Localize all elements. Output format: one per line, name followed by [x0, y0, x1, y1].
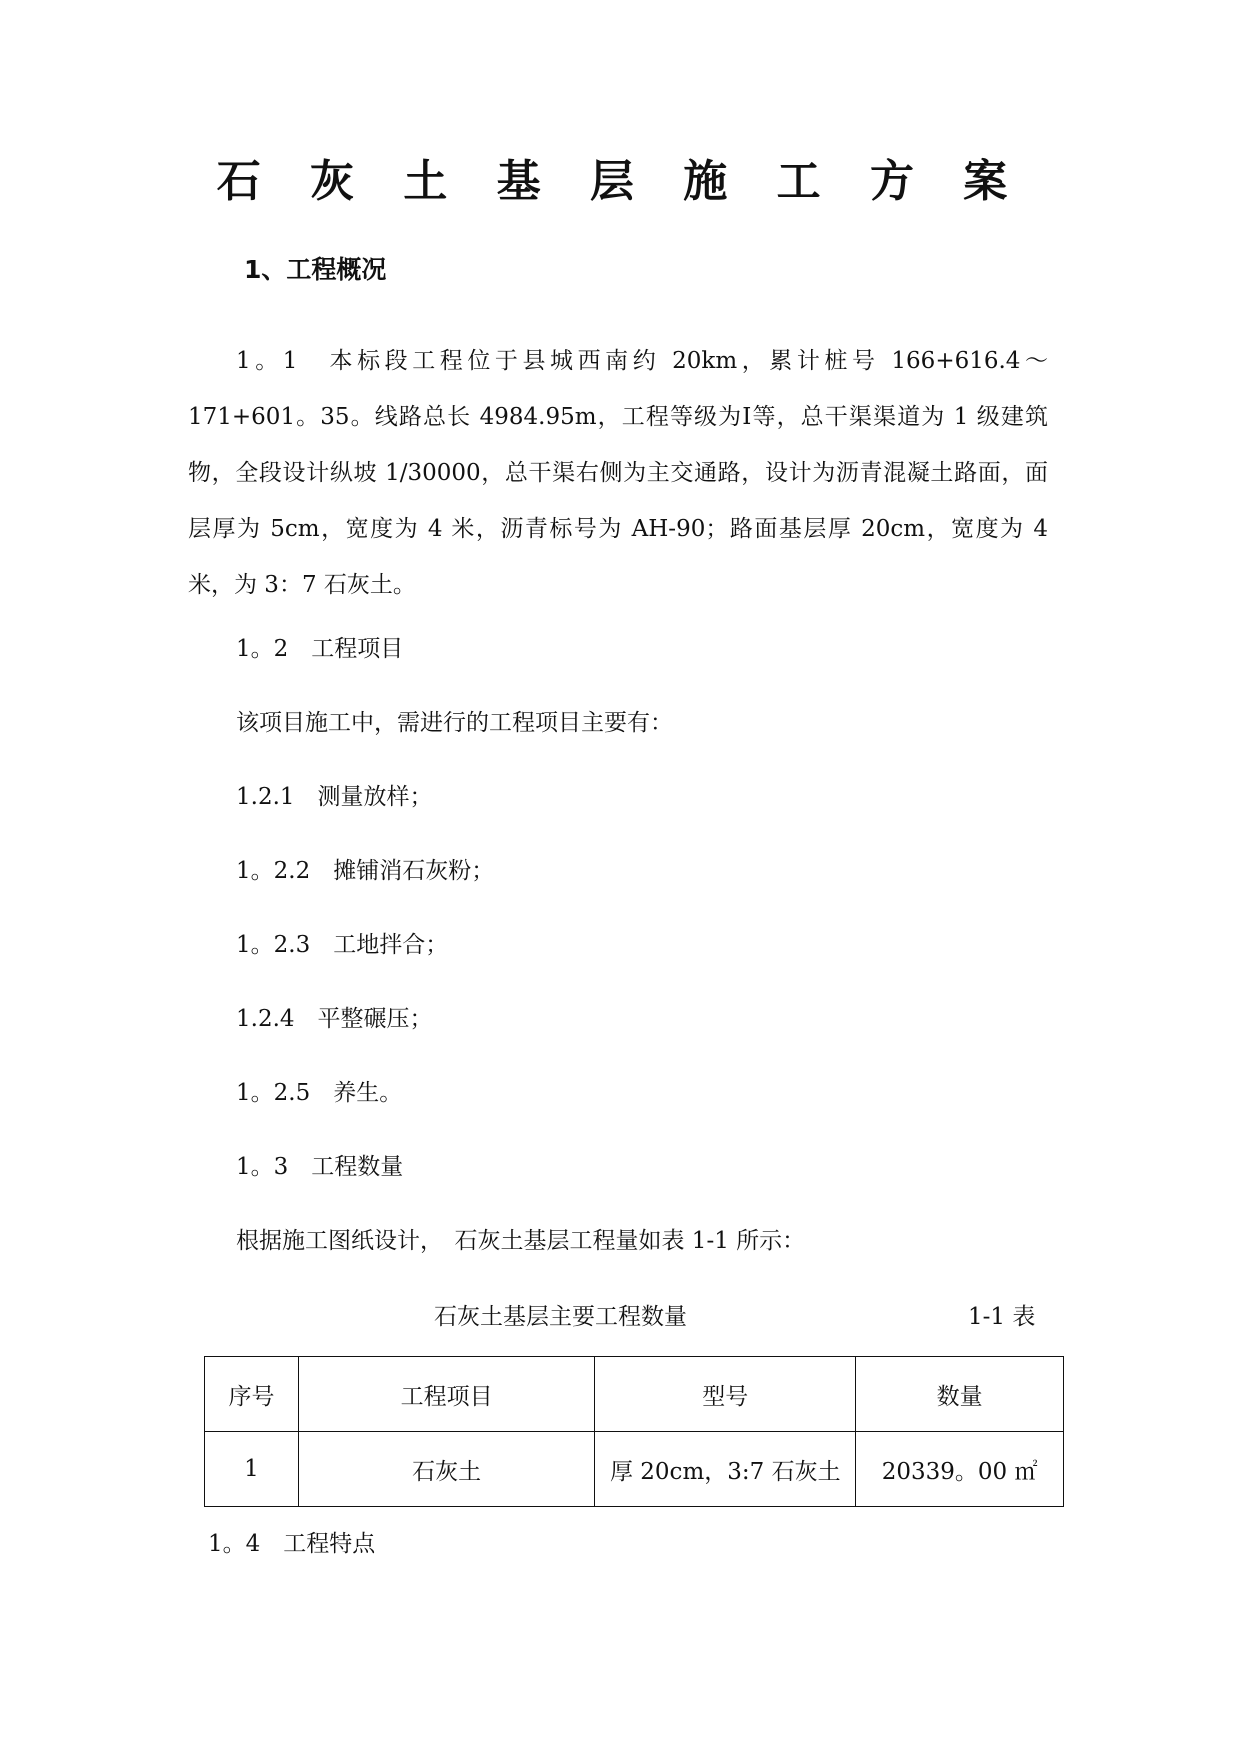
- quantity-table: [204, 1356, 1064, 1507]
- heading-1-3: 1。3 工程数量: [236, 1154, 404, 1180]
- document-title: 石 灰 土 基 层 施 工 方 案: [216, 156, 1025, 207]
- intro-1-2: 该项目施工中，需进行的工程项目主要有：: [236, 710, 673, 736]
- table-cell: 20339。00 ㎡: [856, 1432, 1064, 1507]
- list-item: 1。2.2 摊铺消石灰粉；: [236, 858, 495, 884]
- table-row: [205, 1432, 1064, 1507]
- table-header-row: [205, 1357, 1064, 1432]
- heading-1-4: 1。4 工程特点: [208, 1531, 376, 1557]
- table-header-cell: 型号: [595, 1357, 856, 1432]
- section-heading-overview: 1、工程概况: [244, 255, 387, 284]
- table-header-cell: 序号: [205, 1357, 299, 1432]
- heading-1-2: 1。2 工程项目: [236, 636, 404, 662]
- table-cell: 石灰土: [298, 1432, 595, 1507]
- table-cell: 厚 20cm，3:7 石灰土: [595, 1432, 856, 1507]
- intro-1-3: 根据施工图纸设计， 石灰土基层工程量如表 1-1 所示：: [236, 1228, 806, 1254]
- table-header-cell: 数量: [856, 1357, 1064, 1432]
- list-item: 1.2.1 测量放样；: [236, 784, 433, 810]
- table-cell: 1: [205, 1432, 299, 1507]
- table-caption: 石灰土基层主要工程数量: [434, 1304, 687, 1330]
- table-header-cell: 工程项目: [298, 1357, 595, 1432]
- list-item: 1。2.3 工地拌合；: [236, 932, 449, 958]
- paragraph-1-1: 1。1 本标段工程位于县城西南约 20km，累计桩号 166+616.4～171+601。35。线路总长 4984.95m，工程等级为Ⅰ等，总干渠渠道为 1 级建筑物，全段设计纵坡 1/30000，总干渠右侧为主交通路，设计为沥青混凝土路面，面层厚为 5cm，宽度为 4 米，沥青标号为 AH-90；路面基层厚 20cm，宽度为 4 米，为 3：7 石灰土。: [188, 348, 1048, 598]
- list-item: 1.2.4 平整碾压；: [236, 1006, 433, 1032]
- list-item: 1。2.5 养生。: [236, 1080, 403, 1106]
- table-number: 1-1 表: [968, 1304, 1036, 1330]
